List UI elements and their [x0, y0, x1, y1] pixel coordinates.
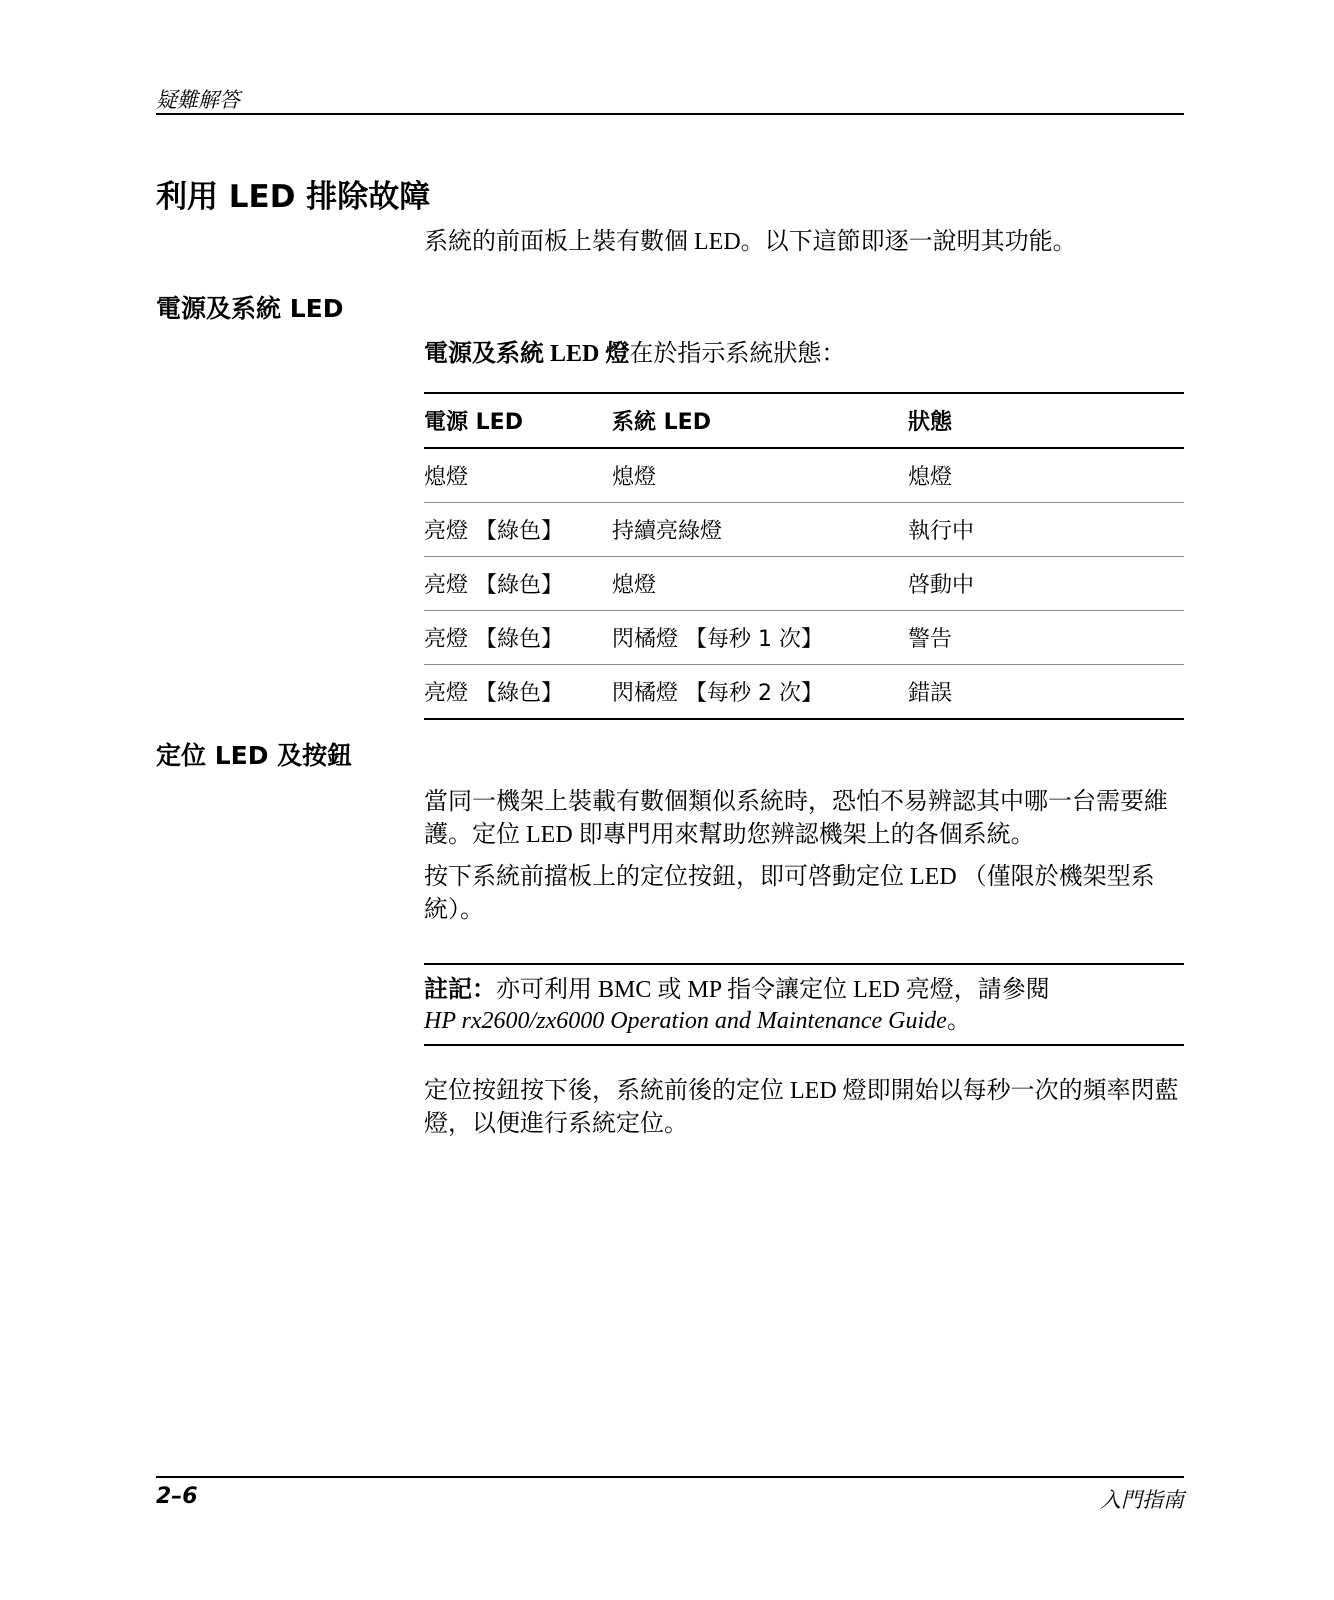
footer-rule — [156, 1476, 1184, 1478]
power-system-lead-bold: 電源及系統 LED 燈 — [424, 341, 630, 367]
table-cell: 啓動中 — [908, 573, 975, 598]
note-guide-title: HP rx2600/zx6000 Operation and Maintenance Guide — [424, 1008, 947, 1034]
section-intro: 系統的前面板上裝有數個 LED。以下這節即逐一說明其功能。 — [424, 229, 1077, 255]
table-row — [424, 503, 1184, 557]
note-label: 註記： — [424, 975, 496, 1003]
note-bottom-rule — [424, 1044, 1184, 1046]
table-row — [424, 557, 1184, 611]
table-row — [424, 448, 1184, 503]
led-status-table — [424, 392, 1184, 720]
table-cell: 亮燈 【綠色】 — [424, 627, 563, 652]
table-cell: 執行中 — [908, 519, 975, 544]
power-system-lead — [424, 338, 1184, 371]
table-cell: 閃橘燈 【每秒 2 次】 — [612, 681, 823, 706]
note-end: 。 — [946, 1008, 971, 1034]
table-cell: 亮燈 【綠色】 — [424, 681, 563, 706]
table-cell: 亮燈 【綠色】 — [424, 519, 563, 544]
table-row — [424, 665, 1184, 720]
note-box — [424, 974, 1184, 1037]
locator-paragraph-1: 當同一機架上裝載有數個類似系統時，恐怕不易辨認其中哪一台需要維護。定位 LED 即專門用來幫助您辨認機架上的各個系統。 — [424, 789, 1168, 848]
header-rule — [156, 113, 1184, 115]
note-top-rule — [424, 963, 1184, 965]
table-cell: 熄燈 — [424, 465, 469, 490]
table-header-row — [424, 393, 1184, 448]
page-number: 2–6 — [156, 1484, 198, 1509]
table-cell: 熄燈 — [612, 573, 657, 598]
book-title: 入門指南 — [1100, 1488, 1184, 1512]
table-cell: 持續亮綠燈 — [612, 519, 723, 544]
note-text: 亦可利用 BMC 或 MP 指令讓定位 LED 亮燈，請參閱 — [496, 977, 1050, 1003]
table-cell: 亮燈 【綠色】 — [424, 573, 563, 598]
table-row — [424, 611, 1184, 665]
table-cell: 警告 — [908, 627, 953, 652]
locator-paragraph-2: 按下系統前擋板上的定位按鈕，即可啓動定位 LED （僅限於機架型系統）。 — [424, 864, 1155, 923]
column-header-system-led: 系統 LED — [612, 410, 711, 435]
table-cell: 熄燈 — [612, 465, 657, 490]
table-cell: 熄燈 — [908, 465, 953, 490]
table-cell: 錯誤 — [908, 681, 953, 706]
power-system-lead-rest: 在於指示系統狀態： — [629, 341, 846, 367]
power-system-heading: 電源及系統 LED — [156, 294, 344, 323]
running-header: 疑難解答 — [156, 88, 240, 112]
locator-paragraph-3: 定位按鈕按下後，系統前後的定位 LED 燈即開始以每秒一次的頻率閃藍燈，以便進行系統定位。 — [424, 1078, 1179, 1137]
table-cell: 閃橘燈 【每秒 1 次】 — [612, 627, 823, 652]
column-header-power-led: 電源 LED — [424, 410, 523, 435]
locator-heading: 定位 LED 及按鈕 — [156, 741, 353, 770]
section-title: 利用 LED 排除故障 — [156, 179, 431, 215]
column-header-status: 狀態 — [908, 410, 953, 435]
